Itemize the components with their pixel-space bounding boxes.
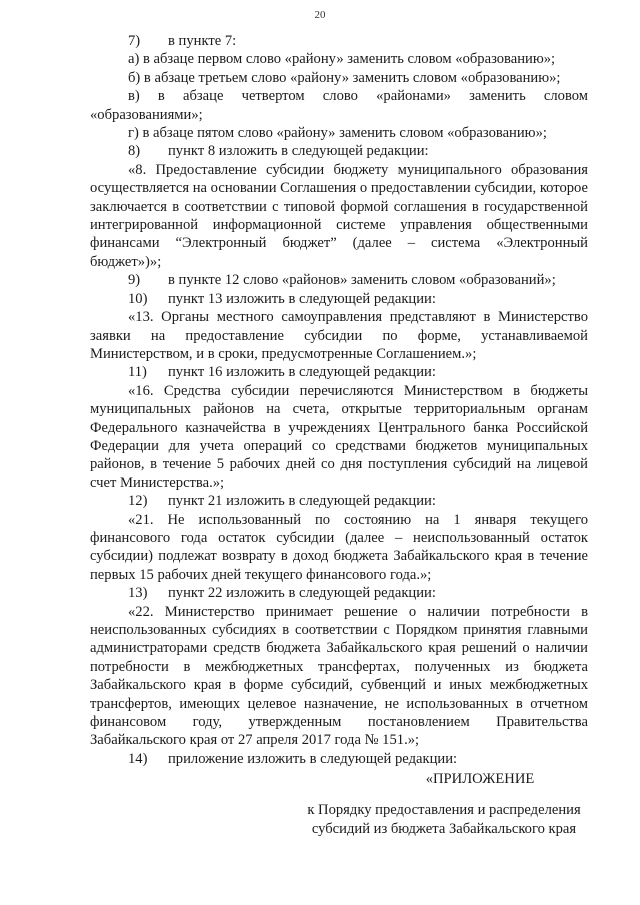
appendix-subtitle-line-2: субсидий из бюджета Забайкальского края [311, 820, 577, 837]
item-number: 10) [128, 290, 148, 307]
paragraph: в) в абзаце четвертом слово «районами» заменить словом «образованиями»; [90, 88, 588, 123]
list-item [90, 290, 588, 308]
item-number: 7) [128, 33, 141, 49]
appendix-subtitle-line-1: к Порядку предоставления и распределения [307, 802, 581, 819]
paragraph: «16. Средства субсидии перечисляются Министерством в бюджеты муниципальных районов на счета, открытые территориальным органам Федерального казначейства в учреждениях Центрального банка Российской Федерации для учета операций со средствами бюджетов муниципальных районов, в течение 5 рабочих дней со дня поступления субсидий на лицевой счет Министерства.»; [90, 382, 588, 491]
appendix-title: «ПРИЛОЖЕНИЕ [425, 771, 535, 787]
list-item [90, 750, 588, 768]
item-number: 13) [128, 585, 148, 602]
page-number: 20 [314, 9, 326, 21]
item-text: в пункте 7: [168, 33, 237, 49]
list-item [90, 271, 588, 289]
item-number: 14) [128, 750, 148, 767]
item-text: пункт 16 изложить в следующей редакции: [168, 364, 436, 381]
item-text: пункт 22 изложить в следующей редакции: [168, 585, 436, 602]
list-item [90, 32, 588, 50]
item-text: пункт 21 изложить в следующей редакции: [168, 493, 436, 510]
paragraph: «8. Предоставление субсидии бюджету муниципального образования осуществляется на основании Соглашения о предоставлении субсидии, которое заключается в соответствии с типовой формой соглашения в государственной интегрированной информационной системе управления общественными финансами “Электронный бюджет” (далее – система «Электронный бюджет»)»; [90, 161, 589, 270]
item-text: пункт 13 изложить в следующей редакции: [168, 290, 436, 307]
appendix-header [300, 770, 588, 838]
item-text: приложение изложить в следующей редакции: [168, 750, 458, 767]
paragraph: «22. Министерство принимает решение о наличии потребности в неиспользованных субсидиях в соответствии с Порядком принятия главными администраторами средств бюджета Забайкальского края решений о наличии потребности в межбюджетных трансфертах, полученных из бюджета Забайкальского края в форме субсидий, субвенций и иных межбюджетных трансфертов, имеющих целевое назначение, не использованных в отчетном финансовом году, утвержденным постановлением Правительства Забайкальского края от 27 апреля 2017 года № 151.»; [90, 603, 588, 749]
list-item [90, 363, 588, 381]
paragraph: г) в абзаце пятом слово «району» заменить словом «образованию»; [128, 125, 547, 142]
item-text: пункт 8 изложить в следующей редакции: [168, 143, 429, 160]
list-item [90, 584, 588, 602]
list-item [90, 142, 588, 160]
paragraph: «21. Не использованный по состоянию на 1 января текущего финансового года остаток субсидии (далее – неиспользованный остаток субсидии) подлежат возврату в доход бюджета Забайкальского края в течение первых 15 рабочих дней текущего финансового года.»; [90, 511, 588, 583]
item-number: 11) [128, 364, 147, 381]
paragraph: «13. Органы местного самоуправления представляют в Министерство заявки на предоставление субсидии по форме, устанавливаемой Министерством, и в сроки, предусмотренные Соглашением.»; [90, 309, 588, 362]
paragraph: а) в абзаце первом слово «району» заменить словом «образованию»; [128, 51, 556, 68]
paragraph: б) в абзаце третьем слово «району» заменить словом «образованию»; [128, 69, 561, 86]
document-body [90, 32, 588, 768]
item-text: в пункте 12 слово «районов» заменить словом «образований»; [168, 272, 556, 289]
item-number: 9) [128, 272, 141, 289]
item-number: 8) [128, 143, 141, 160]
list-item [90, 492, 588, 510]
item-number: 12) [128, 493, 148, 510]
